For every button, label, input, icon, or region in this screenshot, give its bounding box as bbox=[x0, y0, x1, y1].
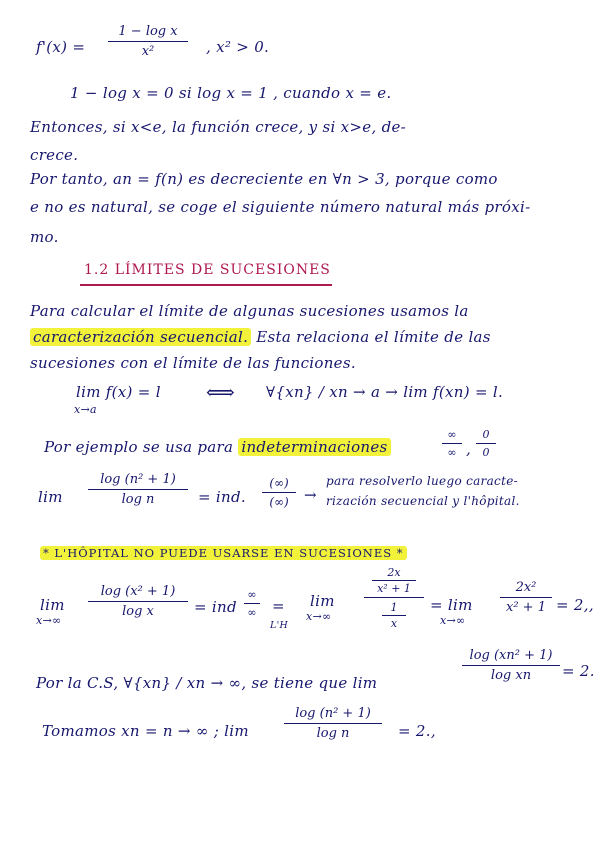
take-xn-line: Tomamos xn = n → ∞ ; lim bbox=[42, 722, 249, 740]
monotonicity-line: Entonces, si x<e, la función crece, y si x>e, de- bbox=[30, 118, 407, 136]
take-xn-result: = 2., bbox=[398, 722, 436, 740]
ex2-lim-sub: x→∞ bbox=[36, 614, 62, 627]
ex2-eq-lim: = lim bbox=[430, 596, 473, 614]
ex1-fraction: log (n² + 1) log n bbox=[88, 472, 188, 507]
conclusion-line: Por tanto, an = f(n) es decreciente en ∀n > 3, porque como bbox=[30, 170, 498, 188]
cs-limit-sub: x→a bbox=[74, 403, 97, 416]
derivative-numerator: 1 − log x bbox=[118, 24, 178, 39]
ex2-compound-fraction: 2x x² + 1 1 x bbox=[364, 566, 424, 630]
cs2-result: = 2. bbox=[562, 662, 595, 680]
indet-inf-fraction: ∞ ∞ bbox=[442, 428, 462, 459]
highlight-caracterizacion: caracterización secuencial. bbox=[30, 328, 251, 346]
ex2-lim-2-sub: x→∞ bbox=[306, 610, 332, 623]
lhopital-note: * L'HÔPITAL NO PUEDE USARSE EN SUCESIONES * bbox=[40, 546, 407, 560]
take-xn-fraction: log (n² + 1) log n bbox=[284, 706, 382, 741]
derivative-condition: , x² > 0. bbox=[206, 38, 270, 56]
ex2-lhopital-mark: L'H bbox=[270, 620, 289, 631]
ex1-note-1: para resolverlo luego caracte- bbox=[326, 474, 518, 488]
ex1-arrow: → bbox=[304, 486, 317, 504]
cs-limit: lim f(x) = l bbox=[76, 383, 161, 401]
highlight-indeterminaciones: indeterminaciones bbox=[238, 438, 390, 456]
section-title: 1.2 LÍMITES DE SUCESIONES bbox=[84, 262, 331, 278]
ex2-ind: = ind bbox=[194, 598, 237, 616]
notebook-page: f'(x) = 1 − log x x² , x² > 0. 1 − log x = 0 si log x = 1 , cuando x = e. Entonces, si x<e, la función crece, y si x>e, de- crece. Por tanto, an = f(n) es decreciente en ∀n > 3, porque como e no es natural, se coge el siguiente número natural más próxi- mo. 1.2 LÍMITES DE SUCESIONES Para calcular el límite de algunas sucesiones usamos la caracterización secuencial. Esta relaciona el límite de las sucesiones con el límite de las funciones. lim f(x) = l x→a ⟺ ∀{xn} / xn → a → lim f(xn) = l. Por ejemplo se usa para indeterminaciones ∞ ∞ , 0 0 lim log (n² + 1) log n = ind. (∞) (∞) → para resolverlo luego caracte- rización secuencial y l'hôpital. * L'HÔPITAL NO PUEDE USARSE EN SUCESIONES * lim x→∞ log (x² + 1) log x = ind ∞ ∞ = L'H lim x→∞ 2x x² + 1 1 x = lim x→∞ 2x² x² + 1 = 2,, Por la C.S, ∀{xn} / xn → ∞, se tiene que lim log (xn² + 1) log xn = 2. Tomamos xn = n → ∞ ; lim log (n² + 1) log n = 2., bbox=[30, 24, 595, 741]
critical-point-line: 1 − log x = 0 si log x = 1 , cuando x = e. bbox=[70, 84, 392, 102]
example-intro: Por ejemplo se usa para indeterminaciones bbox=[44, 438, 391, 456]
paragraph-line-3: sucesiones con el límite de las funciones. bbox=[30, 354, 356, 372]
ex2-eq: = bbox=[272, 597, 285, 615]
ex2-result: = 2,, bbox=[556, 596, 594, 614]
ex2-lim-2: lim bbox=[310, 592, 335, 610]
indet-zero-fraction: 0 0 bbox=[476, 428, 496, 459]
ex2-fraction: log (x² + 1) log x bbox=[88, 584, 188, 619]
cs2-fraction: log (xn² + 1) log xn bbox=[462, 648, 560, 683]
ex2-lim-3-sub: x→∞ bbox=[440, 614, 466, 627]
monotonicity-line-cont: crece. bbox=[30, 146, 79, 164]
section-title-underline bbox=[80, 284, 332, 286]
ex2-final-fraction: 2x² x² + 1 bbox=[500, 580, 552, 615]
conclusion-line-2: e no es natural, se coge el siguiente número natural más próxi- bbox=[30, 198, 531, 216]
conclusion-line-3: mo. bbox=[30, 228, 59, 246]
cs-equivalence-arrow: ⟺ bbox=[206, 380, 235, 404]
ex1-note-2: rización secuencial y l'hôpital. bbox=[326, 494, 520, 508]
ex1-lim: lim bbox=[38, 488, 63, 506]
derivative-lhs: f'(x) = bbox=[36, 38, 86, 56]
derivative-denominator: x² bbox=[141, 44, 155, 59]
ex1-paren-fraction: (∞) (∞) bbox=[262, 476, 296, 509]
cs-rhs: ∀{xn} / xn → a → lim f(xn) = l. bbox=[266, 383, 504, 401]
paragraph-line-2: caracterización secuencial. Esta relaciona el límite de las bbox=[30, 328, 491, 346]
ex2-ind-fraction: ∞ ∞ bbox=[244, 588, 260, 619]
paragraph-line-1: Para calcular el límite de algunas sucesiones usamos la bbox=[30, 302, 469, 320]
ex2-lim: lim bbox=[40, 596, 65, 614]
derivative-fraction bbox=[108, 24, 188, 59]
ex1-ind: = ind. bbox=[198, 488, 246, 506]
cs2-line: Por la C.S, ∀{xn} / xn → ∞, se tiene que lim bbox=[36, 674, 378, 692]
